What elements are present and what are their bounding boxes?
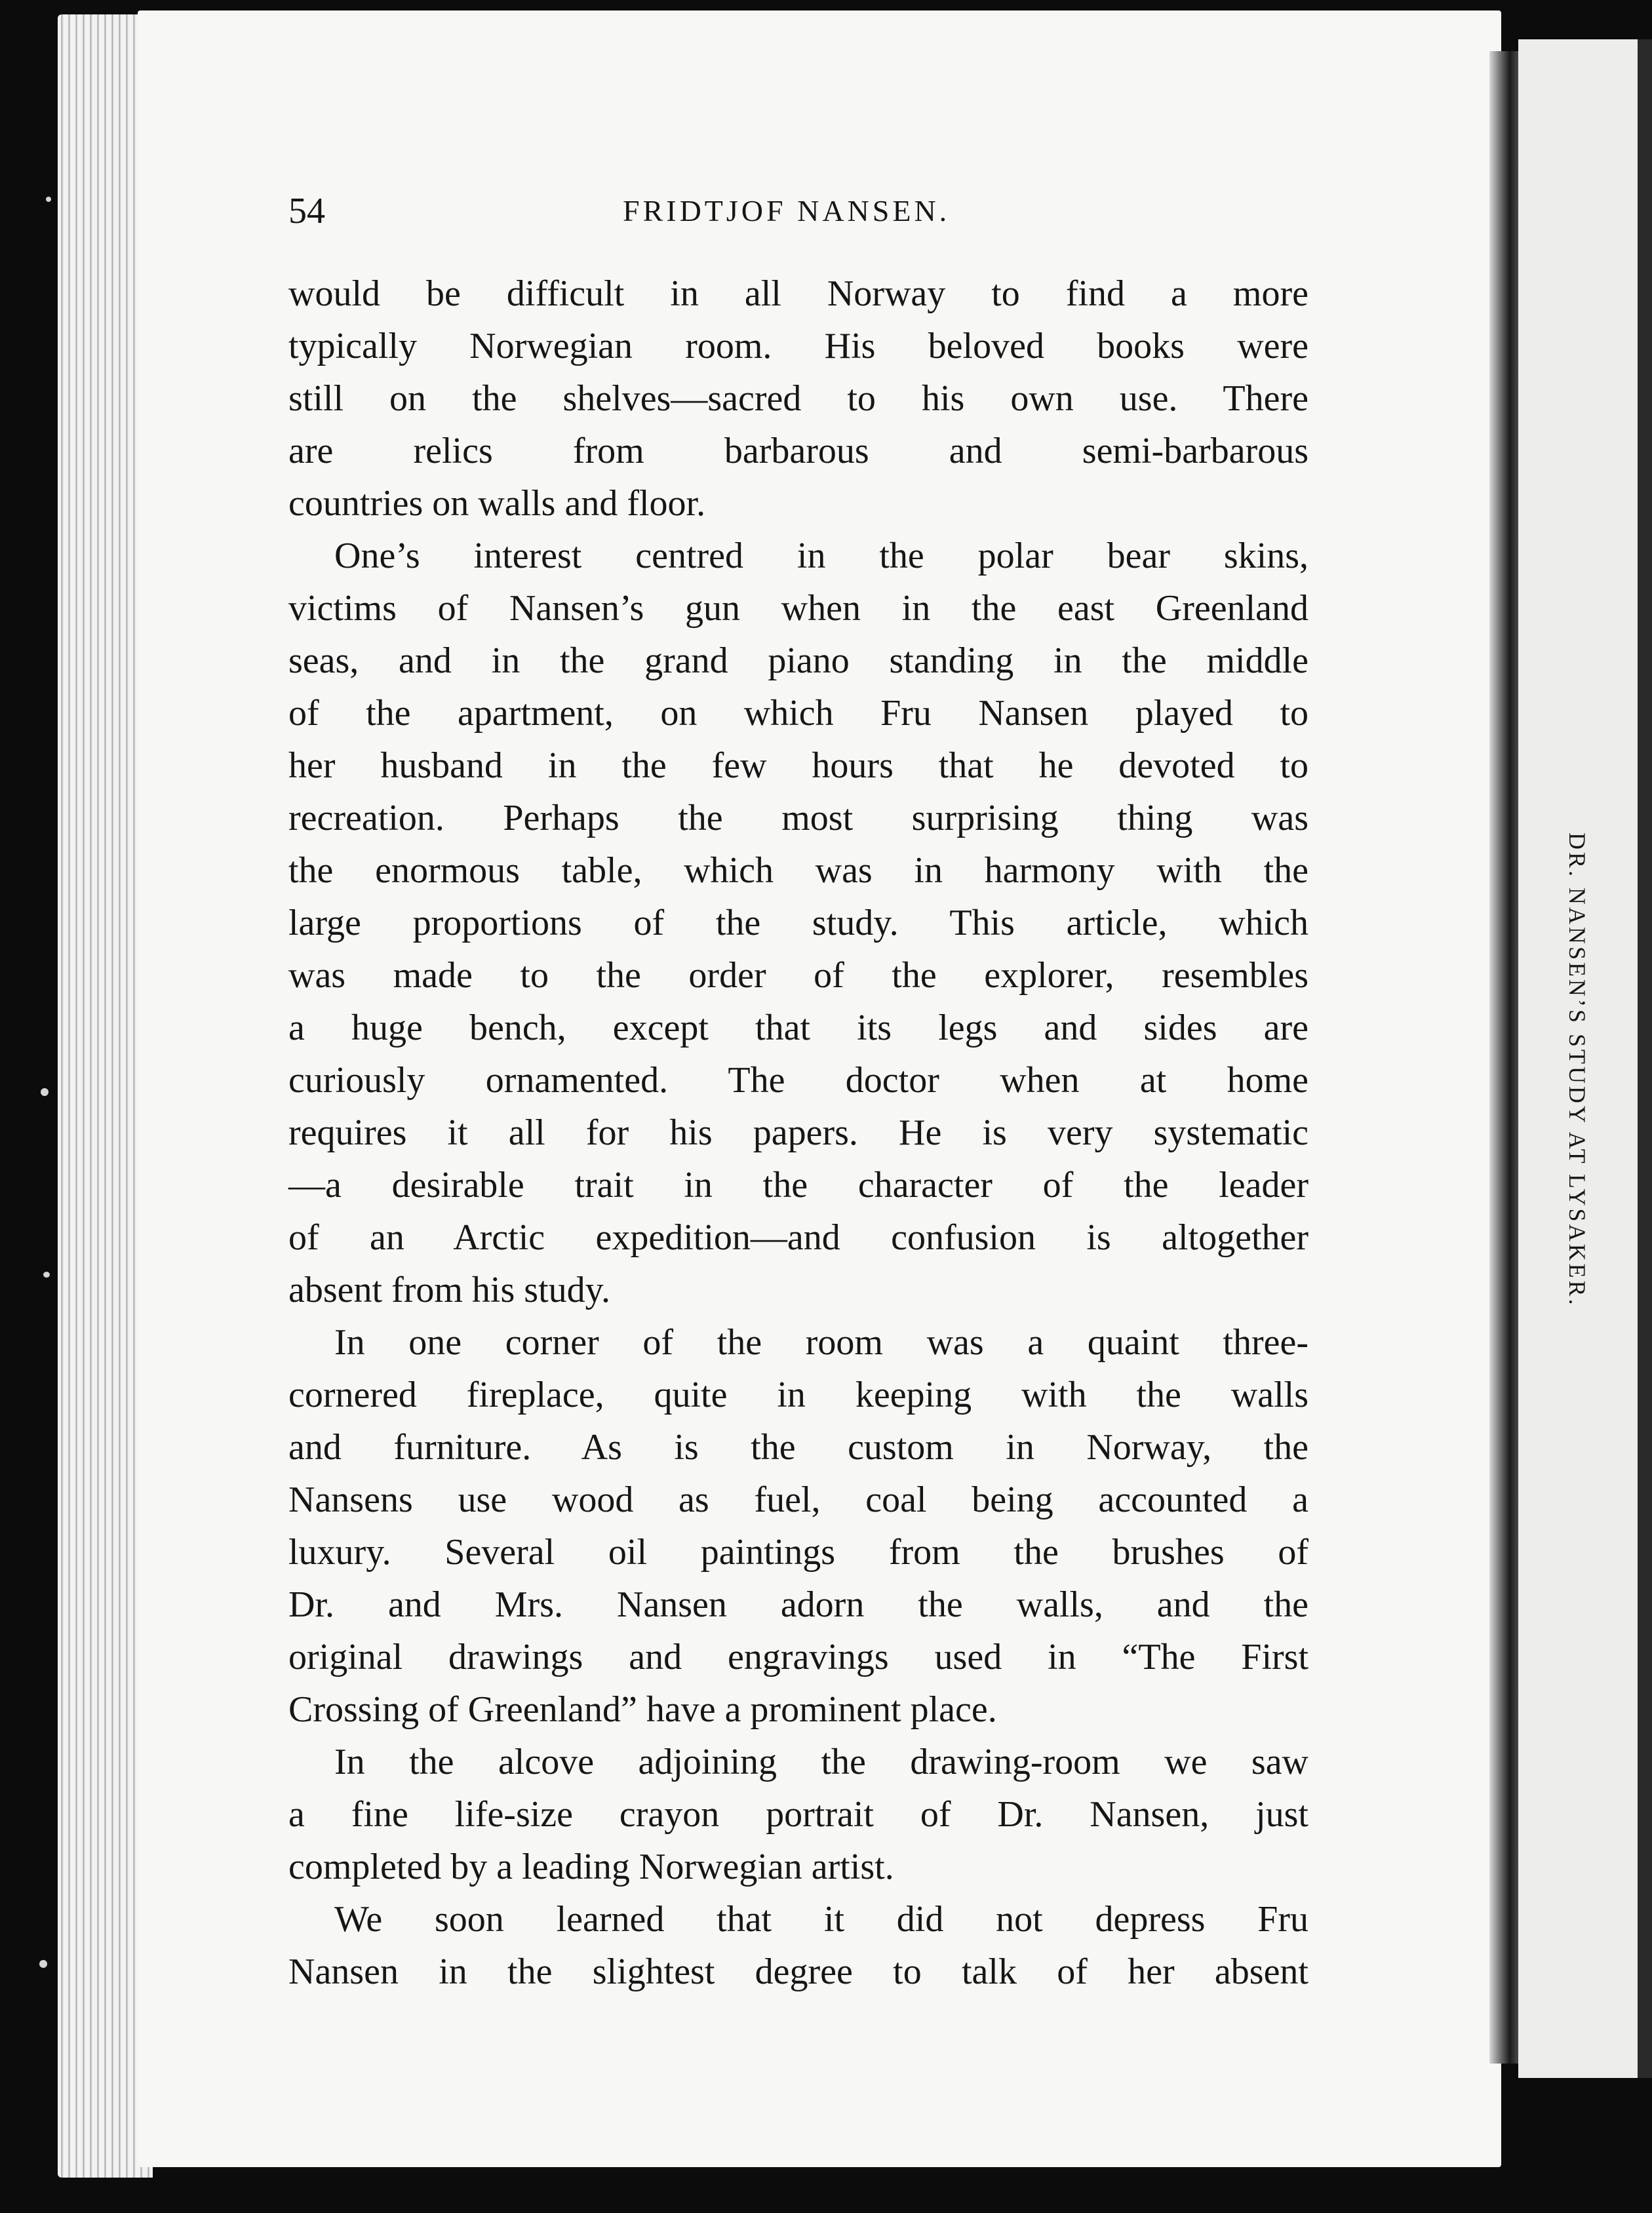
text-line: still on the shelves—sacred to his own use. There: [288, 378, 1308, 419]
text-line: was made to the order of the explorer, resembles: [288, 955, 1308, 996]
plate-caption: [1527, 832, 1626, 1390]
text-line: of an Arctic expedition—and confusion is altogether: [288, 1217, 1308, 1258]
text-line: Dr. and Mrs. Nansen adorn the walls, and the: [288, 1584, 1308, 1625]
running-title: FRIDTJOF NANSEN.: [623, 194, 951, 227]
text-line: cornered fireplace, quite in keeping with the walls: [288, 1375, 1308, 1415]
text-line: countries on walls and floor.: [288, 483, 706, 524]
text-line: One’s interest centred in the polar bear skins,: [334, 536, 1308, 576]
text-line: In one corner of the room was a quaint three-: [334, 1322, 1308, 1363]
dust-speck: [46, 197, 51, 202]
text-line: completed by a leading Norwegian artist.: [288, 1847, 894, 1887]
dust-speck: [43, 1272, 50, 1278]
text-line: original drawings and engravings used in “The First: [288, 1637, 1308, 1677]
text-line: large proportions of the study. This article, which: [288, 903, 1308, 943]
text-line: recreation. Perhaps the most surprising thing was: [288, 798, 1308, 838]
text-line: —a desirable trait in the character of the leader: [288, 1165, 1308, 1205]
text-line: Nansens use wood as fuel, coal being accounted a: [288, 1479, 1308, 1520]
text-line: We soon learned that it did not depress Fru: [334, 1899, 1308, 1940]
text-line: her husband in the few hours that he devoted to: [288, 745, 1308, 786]
text-line: Crossing of Greenland” have a prominent place.: [288, 1689, 997, 1730]
text-line: of the apartment, on which Fru Nansen played to: [288, 693, 1308, 734]
text-line: typically Norwegian room. His beloved books were: [288, 326, 1308, 366]
facing-page-edge: [1638, 39, 1652, 2078]
plate-caption-text: DR. NANSEN’S STUDY AT LYSAKER.: [1564, 832, 1590, 1308]
text-line: curiously ornamented. The doctor when at home: [288, 1060, 1308, 1101]
text-line: In the alcove adjoining the drawing-room we saw: [334, 1742, 1308, 1782]
page-number: 54: [288, 191, 325, 231]
body-text: [288, 267, 1308, 1998]
text-line: are relics from barbarous and semi-barbarous: [288, 431, 1308, 471]
text-line: victims of Nansen’s gun when in the east Greenland: [288, 588, 1308, 629]
text-line: and furniture. As is the custom in Norway, the: [288, 1427, 1308, 1468]
dust-speck: [39, 1960, 47, 1968]
running-head: [288, 185, 1305, 237]
text-line: requires it all for his papers. He is very systematic: [288, 1112, 1308, 1153]
text-line: Nansen in the slightest degree to talk of her absent: [288, 1951, 1308, 1992]
book-gutter: [1489, 51, 1518, 2064]
text-line: the enormous table, which was in harmony with the: [288, 850, 1308, 891]
text-line: seas, and in the grand piano standing in the middle: [288, 640, 1308, 681]
text-line: a fine life-size crayon portrait of Dr. Nansen, just: [288, 1794, 1308, 1835]
text-line: would be difficult in all Norway to find a more: [288, 273, 1308, 314]
text-line: a huge bench, except that its legs and sides are: [288, 1008, 1308, 1048]
dust-speck: [41, 1088, 49, 1096]
text-line: absent from his study.: [288, 1270, 610, 1310]
text-line: luxury. Several oil paintings from the brushes of: [288, 1532, 1308, 1573]
